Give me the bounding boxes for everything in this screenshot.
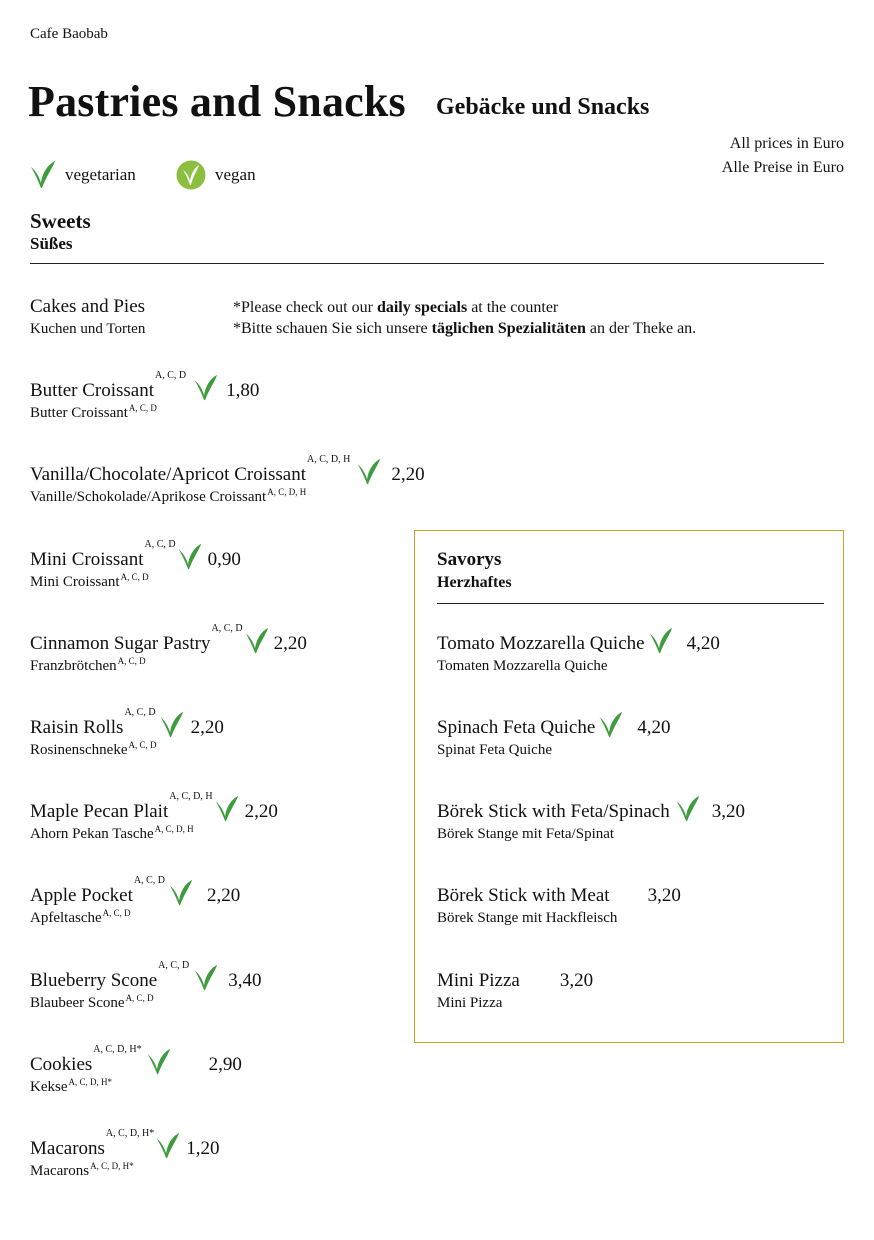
leaf-icon <box>167 879 195 907</box>
menu-item <box>30 707 224 761</box>
item-allergens-de: A, C, D, H* <box>90 1161 134 1171</box>
cafe-name: Cafe Baobab <box>30 26 108 42</box>
item-allergens-de: A, C, D <box>102 908 131 918</box>
item-name: Mini Pizza <box>437 970 520 991</box>
savorys-box <box>414 530 844 1043</box>
item-allergens: A, C, D <box>158 960 190 971</box>
item-name: Blueberry Scone <box>30 970 158 991</box>
item-allergens-de: A, C, D, H* <box>68 1077 113 1087</box>
menu-item <box>437 715 671 760</box>
menu-item <box>30 454 425 508</box>
item-name-de: Mini Pizza <box>437 995 503 1011</box>
menu-item <box>30 875 241 929</box>
item-name: Börek Stick with Feta/Spinach <box>437 801 670 822</box>
item-name-de: Blaubeer Scone <box>30 995 125 1011</box>
note-en-text-end: at the counter <box>467 299 559 316</box>
leaf-icon <box>192 964 220 992</box>
leaf-icon <box>176 543 204 571</box>
item-price: 1,20 <box>186 1138 220 1159</box>
item-name: Tomato Mozzarella Quiche <box>437 633 645 654</box>
item-name: Maple Pecan Plait <box>30 801 169 822</box>
vegan-circle-icon <box>176 160 206 190</box>
leaf-icon <box>30 160 56 190</box>
item-name-de: Börek Stange mit Feta/Spinat <box>437 826 615 842</box>
item-price: 3,20 <box>559 970 594 991</box>
daily-specials-note <box>233 297 696 339</box>
item-price: 2,20 <box>273 633 307 654</box>
menu-item <box>437 968 593 1013</box>
item-allergens-de: A, C, D <box>120 572 149 582</box>
item-name: Cinnamon Sugar Pastry <box>30 633 211 654</box>
item-allergens: A, C, D <box>211 623 243 634</box>
menu-item <box>30 960 262 1014</box>
savorys-header <box>437 548 512 594</box>
note-en-text: *Please check out our <box>233 299 377 316</box>
prices-note <box>722 132 844 180</box>
item-name-de: Apfeltasche <box>30 910 102 926</box>
cakes-name: Cakes and Pies <box>30 296 146 317</box>
item-price: 1,80 <box>226 380 260 401</box>
item-allergens-de: A, C, D, H <box>267 487 307 497</box>
item-name-de: Franzbrötchen <box>30 658 117 674</box>
leaf-icon <box>213 795 241 823</box>
item-allergens-de: A, C, D <box>128 403 157 413</box>
item-name: Cookies <box>30 1054 93 1075</box>
item-name-de: Kekse <box>30 1079 68 1095</box>
item-name-de: Rosinenschneke <box>30 742 128 758</box>
menu-item <box>30 1128 220 1182</box>
menu-item <box>30 370 260 424</box>
item-allergens: A, C, D <box>144 539 176 550</box>
sweets-divider <box>30 263 824 264</box>
leaf-icon <box>154 1132 182 1160</box>
savorys-title-de: Herzhaftes <box>437 574 512 591</box>
item-allergens-de: A, C, D <box>128 740 157 750</box>
sweets-title-de: Süßes <box>30 234 73 253</box>
item-name: Raisin Rolls <box>30 717 124 738</box>
item-name-de: Börek Stange mit Hackfleisch <box>437 910 618 926</box>
item-name: Vanilla/Chocolate/Apricot Croissant <box>30 464 306 485</box>
item-name-de: Vanille/Schokolade/Aprikose Croissant <box>30 489 267 505</box>
cakes-name-de: Kuchen und Torten <box>30 321 146 337</box>
savorys-title: Savorys <box>437 549 502 570</box>
item-name-de: Tomaten Mozzarella Quiche <box>437 658 608 674</box>
page-title: Pastries and Snacks <box>28 77 406 126</box>
item-name: Apple Pocket <box>30 885 133 906</box>
item-name: Börek Stick with Meat <box>437 885 610 906</box>
item-name: Macarons <box>30 1138 105 1159</box>
item-price: 2,20 <box>391 464 425 485</box>
note-en <box>233 297 696 318</box>
menu-item <box>30 1044 242 1098</box>
item-name: Spinach Feta Quiche <box>437 717 596 738</box>
item-allergens: A, C, D, H <box>169 791 213 802</box>
legend-vegetarian <box>30 160 136 190</box>
item-allergens: A, C, D, H* <box>93 1044 142 1055</box>
note-en-bold: daily specials <box>376 299 468 316</box>
item-name-de: Mini Croissant <box>30 574 120 590</box>
item-allergens: A, C, D <box>124 707 156 718</box>
item-allergens-de: A, C, D, H <box>154 824 194 834</box>
note-de-text-end: an der Theke an. <box>585 320 697 337</box>
item-price: 4,20 <box>686 633 720 654</box>
item-allergens-de: A, C, D <box>117 656 146 666</box>
leaf-icon <box>243 627 271 655</box>
item-price: 3,20 <box>647 885 681 906</box>
legend-vegan-label: vegan <box>215 165 256 184</box>
note-de-text: *Bitte schauen Sie sich unsere <box>233 320 432 337</box>
sweets-title: Sweets <box>30 209 91 233</box>
item-name-de: Macarons <box>30 1163 90 1179</box>
menu-item <box>30 791 278 845</box>
leaf-icon <box>674 795 702 823</box>
item-price: 0,90 <box>207 549 241 570</box>
leaf-icon <box>145 1048 173 1076</box>
leaf-icon <box>192 374 220 402</box>
leaf-icon <box>647 627 675 655</box>
menu-item <box>437 883 681 928</box>
item-price: 4,20 <box>637 717 671 738</box>
cakes-and-pies <box>30 294 145 339</box>
savorys-divider <box>437 603 824 604</box>
leaf-icon <box>355 458 383 486</box>
item-price: 2,20 <box>207 885 241 906</box>
item-allergens: A, C, D, H <box>306 454 351 465</box>
menu-item <box>437 799 745 844</box>
item-allergens: A, C, D <box>155 370 187 381</box>
sweets-header <box>30 209 91 255</box>
leaf-icon <box>158 711 186 739</box>
item-name-de: Butter Croissant <box>30 405 128 421</box>
prices-note-en: All prices in Euro <box>729 135 844 152</box>
item-price: 2,90 <box>208 1054 242 1075</box>
menu-item <box>30 539 241 593</box>
legend-vegan <box>176 160 256 190</box>
leaf-icon <box>597 711 625 739</box>
item-name: Mini Croissant <box>30 549 144 570</box>
item-price: 3,20 <box>711 801 745 822</box>
item-allergens-de: A, C, D <box>125 993 154 1003</box>
item-name-de: Spinat Feta Quiche <box>437 742 552 758</box>
item-name: Butter Croissant <box>30 380 155 401</box>
note-de <box>233 318 696 339</box>
prices-note-de: Alle Preise in Euro <box>721 159 844 176</box>
item-name-de: Ahorn Pekan Tasche <box>30 826 154 842</box>
page-title-de: Gebäcke und Snacks <box>436 94 650 120</box>
item-allergens: A, C, D <box>133 875 166 886</box>
item-price: 3,40 <box>228 970 262 991</box>
note-de-bold: täglichen Spezialitäten <box>431 320 586 337</box>
legend-vegetarian-label: vegetarian <box>65 165 136 184</box>
item-allergens: A, C, D, H* <box>105 1128 155 1139</box>
menu-item <box>437 631 720 676</box>
item-price: 2,20 <box>244 801 278 822</box>
item-price: 2,20 <box>190 717 224 738</box>
menu-item <box>30 623 307 677</box>
